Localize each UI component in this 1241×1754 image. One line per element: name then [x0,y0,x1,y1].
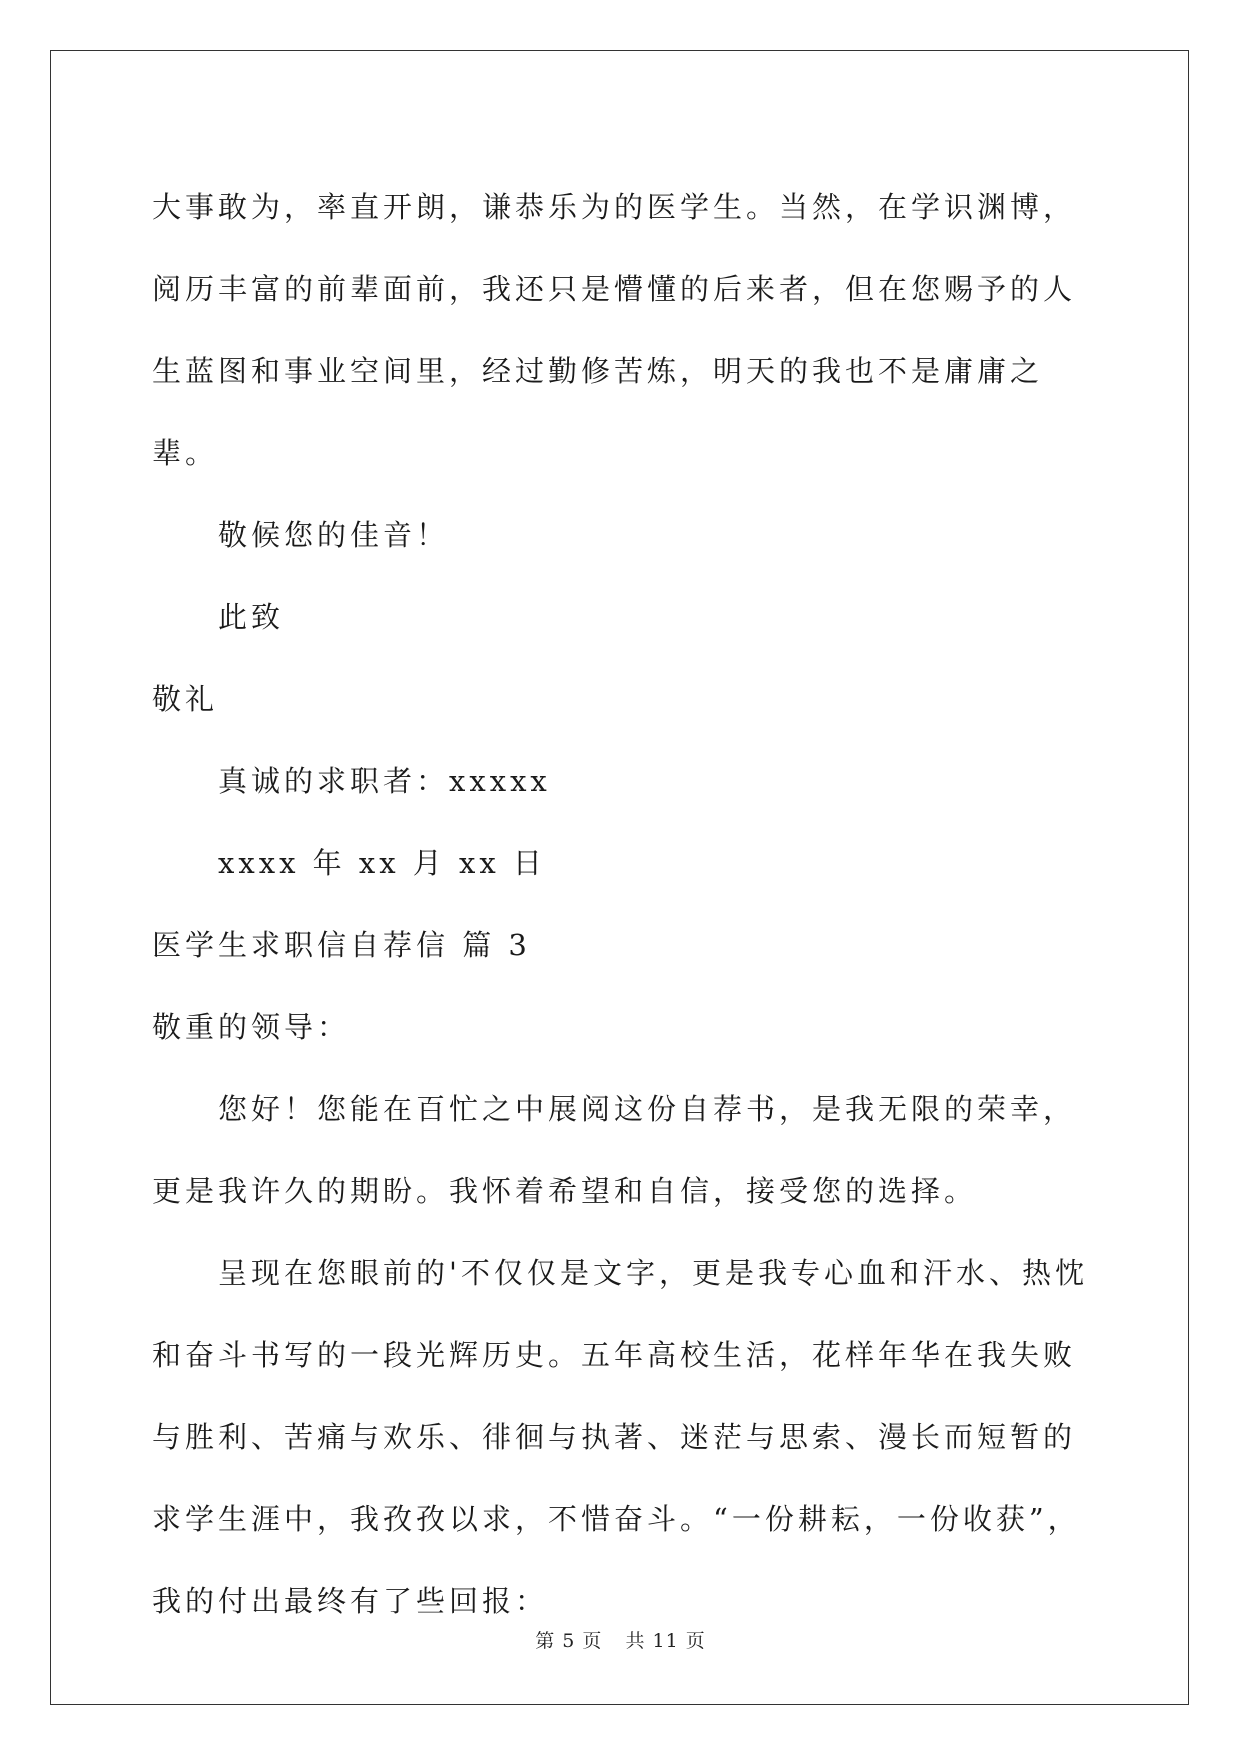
paragraph-date: xxxx 年 xx 月 xx 日 [218,846,546,880]
page-total: 共 11 页 [625,1630,706,1652]
paragraph-body: 呈现在您眼前的'不仅仅是文字，更是我专心血和汗水、热忱和奋斗书写的一段光辉历史。五年高校生活，花样年华在我失败与胜利、苦痛与欢乐、徘徊与执著、迷茫与思索、漫长而短暂的求学生涯中，我孜孜以求，不惜奋斗。“一份耕耘，一份收获”，我的付出最终有了些回报： [152,1256,1088,1618]
paragraph-opening: 您好！您能在百忙之中展阅这份自荐书，是我无限的荣幸，更是我许久的期盼。我怀着希望和自信，接受您的选择。 [152,1092,1077,1208]
paragraph-greeting: 敬重的领导： [152,1010,351,1044]
page-footer [0,1626,1241,1653]
section-heading: 医学生求职信自荐信 篇 3 [152,928,531,962]
paragraph-await-reply: 敬候您的佳音！ [218,518,450,552]
page-number: 第 5 页 [535,1630,603,1652]
paragraph-signature: 真诚的求职者：xxxxx [218,764,551,798]
paragraph-salutation-cizhi: 此致 [218,600,285,634]
paragraph-closing-statement: 大事敢为，率直开朗，谦恭乐为的医学生。当然，在学识渊博，阅历丰富的前辈面前，我还只是懵懂的后来者，但在您赐予的人生蓝图和事业空间里，经过勤修苦炼，明天的我也不是庸庸之辈。 [152,190,1077,470]
paragraph-salutation-jingli: 敬礼 [152,682,219,716]
document-body [152,166,1092,1642]
